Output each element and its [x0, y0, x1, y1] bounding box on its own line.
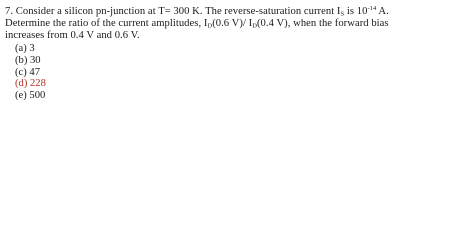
choice-a: (a) 3	[15, 43, 35, 55]
question-line-3: increases from 0.4 V and 0.6 V.	[5, 29, 140, 41]
question-number: 7.	[5, 6, 14, 17]
choice-b: (b) 30	[15, 54, 41, 66]
choice-e: (e) 500	[15, 89, 46, 101]
question-line-2: Determine the ratio of the current amplitudes, $I_D(0.6$ V)/ $I_D(0.4$ V), when the forward bias	[5, 17, 389, 30]
choice-d-marked: (d) 228	[15, 78, 46, 90]
answer-choices	[5, 43, 466, 101]
choice-c: (c) 47	[15, 66, 40, 78]
question-line-1: 7. Consider a silicon pn-junction at T= 300 K. The reverse-saturation current $I_S$ is $10^{-14}$ A.	[5, 5, 389, 18]
